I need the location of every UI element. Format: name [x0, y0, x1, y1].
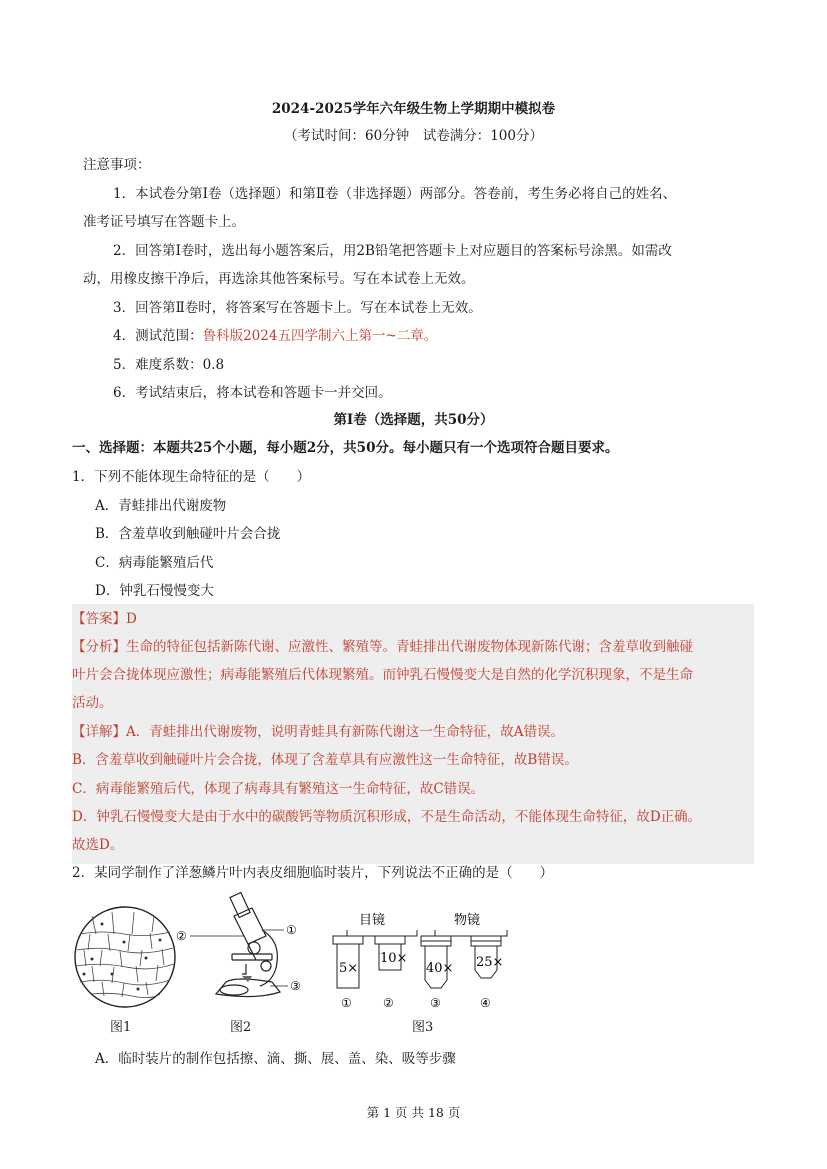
q1-detail-c: C．病毒能繁殖后代，体现了病毒具有繁殖这一生命特征，故C错误。 [72, 781, 485, 797]
lens1-number: ① [341, 996, 352, 1010]
lens4-number: ④ [480, 996, 491, 1010]
section-instruction: 一、选择题：本题共25个小题，每小题2分，共50分。每小题只有一个选项符合题目要求。 [72, 440, 619, 456]
microscope-diagram [176, 890, 306, 1012]
lens4-mag: 25× [476, 955, 504, 970]
lens3-number: ③ [430, 996, 441, 1010]
analysis-text-1: 生命的特征包括新陈代谢、应激性、繁殖等。青蛙排出代谢废物体现新陈代谢；含羞草收到触碰 [126, 639, 693, 655]
section-title: 第Ⅰ卷（选择题，共50分） [333, 412, 494, 428]
exam-title: 2024-2025学年六年级生物上学期期中模拟卷 [271, 101, 556, 117]
lens2-number: ② [383, 996, 394, 1010]
page-footer: 第 1 页 共 18 页 [366, 1105, 461, 1120]
q1-analysis-1 [72, 637, 693, 657]
q1-detail-b: B．含羞草收到触碰叶片会合拢，体现了含羞草具有应激性这一生命特征，故B错误。 [72, 752, 578, 768]
note-2a: 2．回答第Ⅰ卷时，选出每小题答案后，用2B铅笔把答题卡上对应题目的答案标号涂黑。如需改 [113, 243, 672, 259]
note-4 [113, 326, 437, 346]
fig2-label: 图2 [230, 1020, 252, 1035]
note-3: 3．回答第Ⅱ卷时，将答案写在答题卡上。写在本试卷上无效。 [113, 300, 482, 316]
q2-figures [72, 890, 512, 1035]
q1-analysis-3: 活动。 [72, 695, 113, 711]
q1-analysis-2: 叶片会合拢体现应激性；病毒能繁殖后代体现繁殖。而钟乳石慢慢变大是自然的化学沉积现象，不是生命 [72, 667, 693, 683]
q1-option-c: C．病毒能繁殖后代 [95, 555, 214, 571]
note-4-prefix: 4．测试范围： [113, 328, 203, 344]
exam-subtitle: （考试时间：60分钟 试卷满分：100分） [284, 128, 543, 144]
q1-detail-a [72, 722, 564, 742]
lens2-mag: 10× [380, 951, 408, 966]
q1-stem: 1．下列不能体现生命特征的是（ ） [72, 469, 311, 485]
q2-stem: 2．某同学制作了洋葱鳞片叶内表皮细胞临时装片，下列说法不正确的是（ ） [72, 865, 554, 881]
note-6: 6．考试结束后，将本试卷和答题卡一并交回。 [113, 385, 392, 401]
detail-label: 【详解】 [72, 724, 126, 740]
note-2b: 动，用橡皮擦干净后，再选涂其他答案标号。写在本试卷上无效。 [83, 271, 475, 287]
answer-label: 【答案】 [72, 611, 126, 627]
fig2-marker-1: ① [286, 923, 297, 937]
q1-detail-d: D．钟乳石慢慢变大是由于水中的碳酸钙等物质沉积形成，不是生命活动，不能体现生命特征，故D正确。 [72, 809, 702, 825]
analysis-label: 【分析】 [72, 639, 126, 655]
note-4-scope: 鲁科版2024五四学制六上第一~二章。 [202, 328, 438, 344]
objective-label: 物镜 [454, 913, 481, 928]
notes-heading: 注意事项： [83, 157, 151, 173]
detail-a-text: A．青蛙排出代谢废物，说明青蛙具有新陈代谢这一生命特征，故A错误。 [126, 724, 564, 740]
q1-option-b: B．含羞草收到触碰叶片会合拢 [95, 526, 281, 542]
fig3-label: 图3 [412, 1020, 434, 1035]
lens3-mag: 40× [426, 961, 454, 976]
fig1-label: 图1 [110, 1020, 132, 1035]
note-1a: 1．本试卷分第Ⅰ卷（选择题）和第Ⅱ卷（非选择题）两部分。答卷前，考生务必将自己的姓名、 [113, 186, 677, 202]
answer-value: D [126, 611, 137, 627]
note-1b: 准考证号填写在答题卡上。 [83, 214, 245, 230]
fig2-marker-3: ③ [290, 979, 301, 993]
q1-option-d: D．钟乳石慢慢变大 [95, 583, 214, 599]
lens1-mag: 5× [339, 961, 359, 976]
lenses-diagram [327, 890, 517, 1012]
note-5: 5．难度系数：0.8 [113, 357, 225, 373]
eyepiece-label: 目镜 [359, 913, 386, 928]
q1-conclusion: 故选D。 [72, 837, 124, 853]
q1-answer [72, 609, 137, 629]
q2-option-a: A．临时装片的制作包括擦、滴、撕、展、盖、染、吸等步骤 [95, 1051, 456, 1067]
q1-option-a: A．青蛙排出代谢废物 [95, 498, 227, 514]
fig2-marker-2: ② [176, 929, 187, 943]
onion-cell-view [72, 904, 178, 1010]
